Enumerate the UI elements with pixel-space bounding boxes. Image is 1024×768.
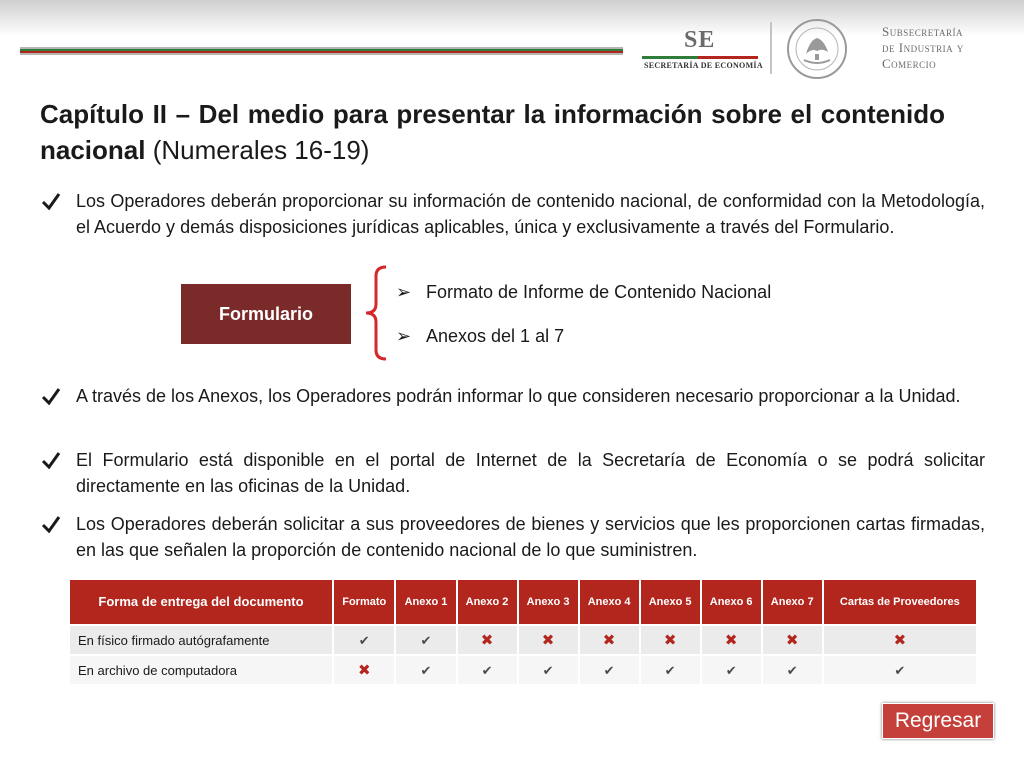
logo-abbr: SE bbox=[684, 27, 716, 53]
row-label: En físico firmado autógrafamente bbox=[70, 626, 332, 654]
table-cell bbox=[396, 626, 455, 654]
delivery-table bbox=[68, 578, 978, 686]
table-row bbox=[70, 626, 976, 654]
check-icon: ✔ bbox=[664, 662, 676, 678]
subsecretaria-line-2: de Industria y bbox=[882, 40, 964, 55]
page-title-normal: (Numerales 16-19) bbox=[145, 135, 370, 165]
subsecretaria-title bbox=[882, 24, 1012, 72]
check-icon: ✔ bbox=[725, 662, 737, 678]
header-divider bbox=[770, 22, 772, 74]
subsecretaria-line-1: Subsecretaría bbox=[882, 24, 964, 39]
column-header: Anexo 6 bbox=[702, 580, 761, 624]
page-title bbox=[40, 96, 945, 168]
bullet-item bbox=[40, 511, 985, 563]
cross-icon: ✖ bbox=[663, 632, 677, 649]
bullet-item bbox=[40, 188, 985, 240]
table-cell bbox=[519, 626, 578, 654]
column-header: Forma de entrega del documento bbox=[70, 580, 332, 624]
table-header-row bbox=[70, 580, 976, 624]
table-cell bbox=[763, 626, 822, 654]
column-header: Anexo 1 bbox=[396, 580, 455, 624]
table-cell bbox=[458, 626, 517, 654]
cross-icon: ✖ bbox=[785, 632, 799, 649]
check-icon: ✔ bbox=[786, 662, 798, 678]
cross-icon: ✖ bbox=[357, 662, 371, 679]
bullet-text: Los Operadores deberán proporcionar su información de contenido nacional, de conformidad con la Metodología, el Acuerdo y demás disposiciones jurídicas aplicables, única y exclusivamente a través del Formulario. bbox=[76, 191, 985, 237]
column-header: Anexo 4 bbox=[580, 580, 639, 624]
cross-icon: ✖ bbox=[724, 632, 738, 649]
national-seal-icon bbox=[786, 18, 848, 80]
check-icon: ✔ bbox=[420, 662, 432, 678]
table-cell bbox=[824, 626, 976, 654]
formulario-box: Formulario bbox=[181, 284, 351, 344]
back-button[interactable]: Regresar bbox=[882, 703, 994, 739]
bullet-text: A través de los Anexos, los Operadores podrán informar lo que consideren necesario proporcionar a la Unidad. bbox=[76, 386, 961, 406]
column-header: Anexo 5 bbox=[641, 580, 700, 624]
row-label: En archivo de computadora bbox=[70, 656, 332, 684]
table-cell bbox=[702, 656, 761, 684]
top-shade bbox=[0, 0, 1024, 36]
formulario-item-text: Anexos del 1 al 7 bbox=[426, 326, 565, 346]
column-header: Anexo 7 bbox=[763, 580, 822, 624]
table-cell bbox=[641, 656, 700, 684]
table-cell bbox=[519, 656, 578, 684]
check-icon: ✔ bbox=[894, 662, 906, 678]
table-cell bbox=[580, 656, 639, 684]
formulario-item bbox=[396, 280, 771, 304]
bullet-text: Los Operadores deberán solicitar a sus proveedores de bienes y servicios que les proporcionen cartas firmadas, en las que señalen la proporción de contenido nacional de lo que suministren. bbox=[76, 514, 985, 560]
se-logo bbox=[642, 25, 762, 75]
table-row bbox=[70, 656, 976, 684]
subsecretaria-line-3: Comercio bbox=[882, 56, 937, 71]
cross-icon: ✖ bbox=[541, 632, 555, 649]
formulario-item-text: Formato de Informe de Contenido Nacional bbox=[426, 282, 772, 302]
cross-icon: ✖ bbox=[602, 632, 616, 649]
check-icon: ✔ bbox=[542, 662, 554, 678]
table-cell bbox=[334, 656, 394, 684]
column-header: Cartas de Proveedores bbox=[824, 580, 976, 624]
check-icon: ✔ bbox=[481, 662, 493, 678]
checkmark-icon bbox=[40, 385, 62, 407]
cross-icon: ✖ bbox=[480, 632, 494, 649]
table-cell bbox=[641, 626, 700, 654]
bullet-item bbox=[40, 447, 985, 499]
formulario-item bbox=[396, 324, 564, 348]
page-title-bold: Capítulo II – Del medio para presentar la información sobre el contenido nacional bbox=[40, 99, 945, 165]
arrow-bullet-icon: ➢ bbox=[396, 326, 412, 346]
bullet-text: El Formulario está disponible en el portal de Internet de la Secretaría de Economía o se podrá solicitar directamente en las oficinas de la Unidad. bbox=[76, 450, 985, 496]
table-cell bbox=[396, 656, 455, 684]
checkmark-icon bbox=[40, 449, 62, 471]
column-header: Anexo 2 bbox=[458, 580, 517, 624]
checkmark-icon bbox=[40, 513, 62, 535]
bracket-icon bbox=[362, 264, 392, 362]
header-stripes bbox=[20, 47, 623, 55]
check-icon: ✔ bbox=[358, 632, 370, 648]
column-header: Formato bbox=[334, 580, 394, 624]
arrow-bullet-icon: ➢ bbox=[396, 282, 412, 302]
bullet-item bbox=[40, 383, 985, 409]
table-cell bbox=[702, 626, 761, 654]
table-cell bbox=[334, 626, 394, 654]
logo-name: SECRETARÍA DE ECONOMÍA bbox=[644, 61, 763, 70]
cross-icon: ✖ bbox=[893, 632, 907, 649]
check-icon: ✔ bbox=[420, 632, 432, 648]
table-cell bbox=[763, 656, 822, 684]
table-cell bbox=[824, 656, 976, 684]
column-header: Anexo 3 bbox=[519, 580, 578, 624]
checkmark-icon bbox=[40, 190, 62, 212]
check-icon: ✔ bbox=[603, 662, 615, 678]
table-cell bbox=[458, 656, 517, 684]
table-cell bbox=[580, 626, 639, 654]
